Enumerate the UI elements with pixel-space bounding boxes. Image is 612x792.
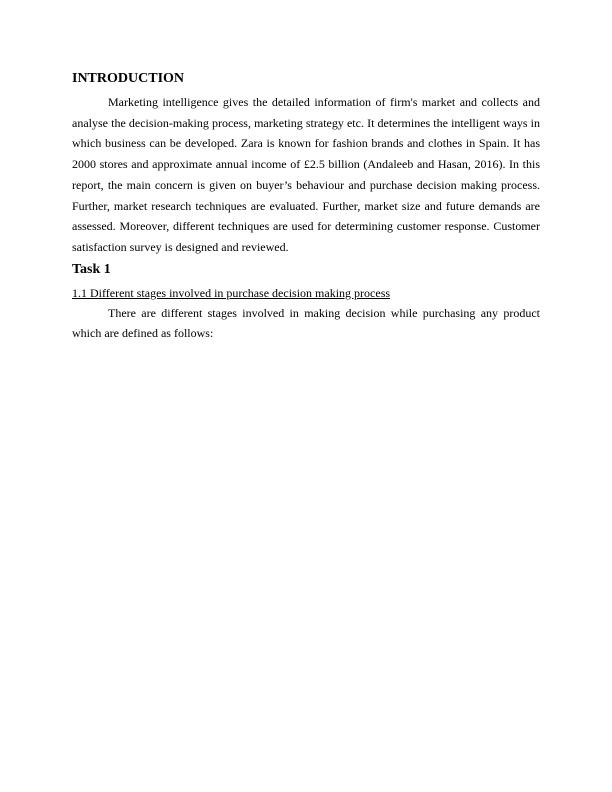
- document-page: [72, 70, 540, 344]
- section-subheading: 1.1 Different stages involved in purchase decision making process: [72, 285, 391, 300]
- task-paragraph: There are different stages involved in making decision while purchasing any product which are defined as follows:: [72, 305, 540, 341]
- introduction-paragraph: Marketing intelligence gives the detailed information of firm's market and collects and analyse the decision-making process, marketing strategy etc. It determines the intelligent ways in which business can be developed. Zara is known for fashion brands and clothes in Spain. It has 2000 stores and approximate annual income of £2.5 billion (Andaleeb and Hasan, 2016). In this report, the main concern is given on buyer’s behaviour and purchase decision making process. Further, market research techniques are evaluated. Further, market size and future demands are assessed. Moreover, different techniques are used for determining customer response. Customer satisfaction survey is designed and reviewed.: [72, 95, 540, 254]
- task-heading: Task 1: [72, 261, 111, 277]
- introduction-heading: INTRODUCTION: [72, 71, 185, 86]
